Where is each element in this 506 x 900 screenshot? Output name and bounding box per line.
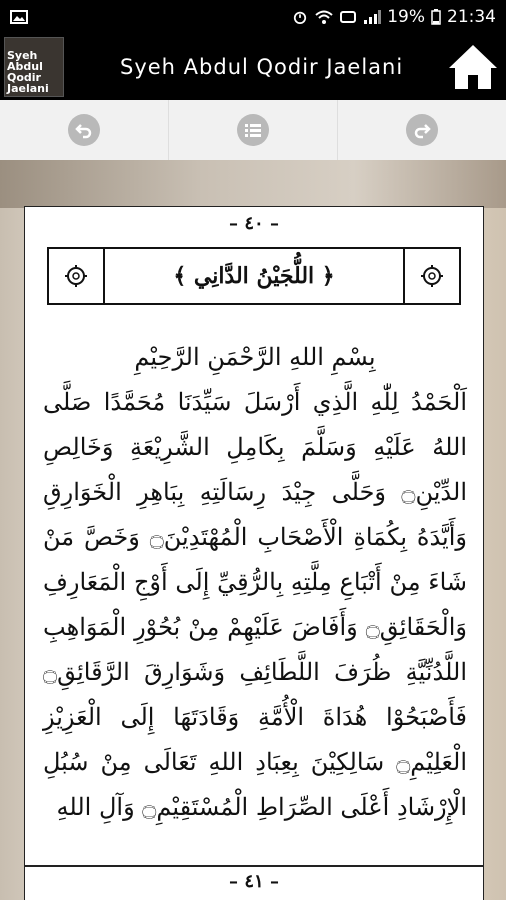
app-thumbnail (4, 37, 64, 97)
next-book-page[interactable] (24, 866, 484, 900)
clock: 21:34 (447, 7, 496, 27)
chapter-title: ﴿ اللُّجَيْنُ الدَّانِي ﴾ (173, 263, 335, 289)
app-title: Syeh Abdul Qodir Jaelani (120, 55, 404, 79)
data-saver-icon (339, 10, 357, 24)
signal-icon (363, 10, 381, 24)
page-number: – ٤١ – (229, 871, 279, 892)
redo-arrow-icon (406, 114, 438, 146)
battery-icon (431, 9, 441, 25)
battery-percent: 19% (387, 7, 425, 27)
forward-button[interactable] (338, 100, 506, 160)
menu-button[interactable] (169, 100, 338, 160)
background-strip (0, 160, 506, 208)
wifi-icon (315, 10, 333, 24)
ornament-icon (420, 264, 444, 288)
ornament-icon (64, 264, 88, 288)
thumbnail-line: Abdul Qodir (7, 60, 43, 84)
chapter-title-frame (47, 247, 461, 305)
bismillah: بِسْمِ اللهِ الرَّحْمَنِ الرَّحِيْمِ (134, 343, 376, 371)
body-paragraph: اَلْحَمْدُ لِلّٰهِ الَّذِي أَرْسَلَ سَيِّدَنَا مُحَمَّدًا صَلَّى اللهُ عَلَيْهِ وَسَلَّمَ بِكَامِلِ الشَّرِيْعَةِ وَخَالِصِ الدِّيْنِ۝ وَحَلَّى جِيْدَ رِسَالَتِهِ بِبَاهِرِ الْخَوَارِقِ وَأَيَّدَهُ بِكُمَاةِ الْأَصْحَابِ الْمُهْتَدِيْنَ۝ وَخَصَّ مَنْ شَاءَ مِنْ أَتْبَاعِ مِلَّتِهِ بِالرُّقِيِّ إِلَى أَوْجِ الْمَعَارِفِ وَالْحَقَائِقِ۝ وَأَفَاضَ عَلَيْهِمْ مِنْ بُحُوْرِ الْمَوَاهِبِ اللَّدُنِّيَّةِ ظُرَفَ اللَّطَائِفِ وَشَوَارِقَ الرَّقَائِقِ۝ فَأَصْبَحُوْا هُدَاةَ الْأُمَّةِ وَقَادَتَهَا إِلَى الْعَزِيْزِ الْعَلِيْمِ۝ سَالِكِيْنَ بِعِبَادِ اللهِ تَعَالَى مِنْ سُبُلِ الْإِرْشَادِ أَعْلَى الصِّرَاطِ الْمُسْتَقِيْمِ۝ وَآلِ اللهِ (43, 388, 467, 821)
navigation-bar (0, 100, 506, 161)
image-notification-icon (10, 10, 28, 24)
ornament-left (49, 249, 105, 303)
ornament-right (403, 249, 459, 303)
page-number: – ٤٠ – (229, 213, 279, 234)
status-bar (0, 0, 506, 34)
thumbnail-line: Jaelani (7, 82, 49, 95)
alarm-icon (291, 10, 309, 24)
app-bar (0, 34, 506, 100)
list-icon (237, 114, 269, 146)
book-page[interactable] (24, 206, 484, 866)
undo-arrow-icon (68, 114, 100, 146)
page-body (43, 335, 467, 830)
thumbnail-line: Syeh (7, 49, 38, 62)
back-button[interactable] (0, 100, 169, 160)
home-icon[interactable] (446, 42, 500, 92)
